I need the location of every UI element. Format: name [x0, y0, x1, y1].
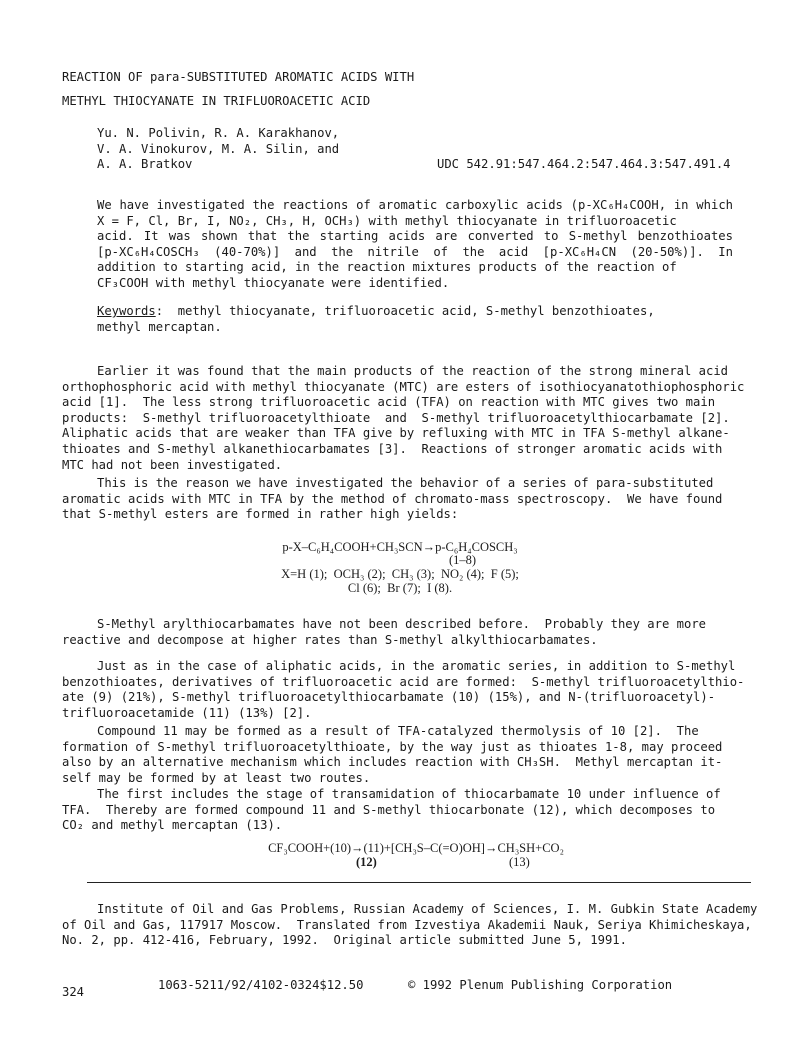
abstract-line: CF₃COOH with methyl thiocyanate were identified. [97, 275, 450, 290]
abstract-line: [p-XC₆H₄COSCH₃ (40-70%)] and the nitrile of the acid [p-XC₆H₄CN (20-50%)]. In [97, 244, 733, 259]
body-line: acid [1]. The less strong trifluoroacetic acid (TFA) on reaction with MTC gives two main [62, 395, 716, 410]
udc-code: UDC 542.91:547.464.2:547.464.3:547.491.4 [437, 157, 731, 171]
compound-number-12: (12) [356, 855, 377, 869]
authors-line-3: A. A. Bratkov [97, 157, 193, 172]
body-line: also by an alternative mechanism which includes reaction with CH₃SH. Methyl mercaptan it- [62, 755, 723, 770]
footnote [62, 902, 762, 949]
page-number: 324 [62, 985, 85, 999]
body-line: thioates and S-methyl alkanethiocarbamates [3]. Reactions of stronger aromatic acids with [62, 441, 723, 456]
body-paragraph [62, 476, 752, 523]
body-line: products: S-methyl trifluoroacetylthioate and S-methyl trifluoroacetylthiocarbamate [2]. [62, 410, 730, 425]
keywords [97, 304, 733, 335]
footnote-divider [87, 882, 751, 883]
body-line: Compound 11 may be formed as a result of TFA-catalyzed thermolysis of 10 [2]. The [97, 724, 699, 738]
body-line: CO₂ and methyl mercaptan (13). [62, 818, 283, 833]
body-line: that S-methyl esters are formed in rather high yields: [62, 507, 459, 522]
footnote-line: of Oil and Gas, 117917 Moscow. Translated from Izvestiya Akademii Nauk, Seriya Khimicheskaya, [62, 917, 752, 932]
body-paragraph [62, 617, 752, 648]
body-line: reactive and decompose at higher rates than S-methyl alkylthiocarbamates. [62, 632, 598, 647]
authors-line-1: Yu. N. Polivin, R. A. Karakhanov, [97, 126, 340, 140]
abstract-line: We have investigated the reactions of aromatic carboxylic acids (p-XC₆H₄COOH, in which [97, 198, 733, 212]
body-line: S-Methyl arylthiocarbamates have not been described before. Probably they are more [97, 617, 707, 631]
abstract-line: addition to starting acid, in the reaction mixtures products of the reaction of [97, 260, 677, 275]
body-line: ate (9) (21%), S-methyl trifluoroacetylthiocarbamate (10) (15%), and N-(trifluoroacetyl)- [62, 690, 716, 705]
reaction-scheme-2 [236, 841, 596, 869]
footnote-line: Institute of Oil and Gas Problems, Russian Academy of Sciences, I. M. Gubkin State Academy [97, 902, 758, 916]
abstract-line: acid. It was shown that the starting acids are converted to S-methyl benzothioates [97, 229, 733, 244]
body-line: self may be formed by at least two routes. [62, 770, 371, 785]
body-line: orthophosphoric acid with methyl thiocyanate (MTC) are esters of isothiocyanatothiophosphoric [62, 379, 745, 394]
body-line: This is the reason we have investigated the behavior of a series of para-substituted [97, 476, 714, 490]
article-title [62, 70, 414, 109]
copyright-notice: © 1992 Plenum Publishing Corporation [408, 978, 673, 992]
body-paragraph [62, 787, 752, 834]
body-line: formation of S-methyl trifluoroacetylthioate, by the way just as thioates 1-8, may proceed [62, 739, 723, 754]
body-paragraph [62, 724, 752, 786]
body-line: benzothioates, derivatives of trifluoroacetic acid are formed: S-methyl trifluoroacetylthio- [62, 674, 745, 689]
body-paragraph [62, 364, 752, 473]
keywords-text: methyl mercaptan. [97, 319, 222, 334]
article-code: 1063-5211/92/4102-0324$12.50 [158, 978, 364, 992]
abstract-line: X = F, Cl, Br, I, NO₂, CH₃, H, OCH₃) with methyl thiocyanate in trifluoroacetic [97, 213, 677, 228]
authors-line-2: V. A. Vinokurov, M. A. Silin, and [97, 141, 340, 156]
footnote-line: No. 2, pp. 412-416, February, 1992. Original article submitted June 5, 1991. [62, 933, 627, 948]
reaction-equation: p-X–C₆H₄COOH+CH₃SCN→p-C₆H₄COSCH₃ [282, 540, 518, 554]
body-line: aromatic acids with MTC in TFA by the method of chromato-mass spectroscopy. We have found [62, 491, 723, 506]
body-line: The first includes the stage of transamidation of thiocarbamate 10 under influence of [97, 787, 721, 801]
body-line: trifluoroacetamide (11) (13%) [2]. [62, 705, 312, 720]
reaction-scheme-1 [240, 540, 560, 595]
body-line: MTC had not been investigated. [62, 457, 283, 472]
reaction-equation: CF₃COOH+(10)→(11)+[CH₃S–C(=O)OH]→CH₃SH+CO₂ [268, 841, 564, 855]
body-line: Aliphatic acids that are weaker than TFA give by refluxing with MTC in TFA S-methyl alkane- [62, 426, 730, 441]
keywords-text: : methyl thiocyanate, trifluoroacetic acid, S-methyl benzothioates, [155, 304, 655, 318]
substituent-list: X=H (1); OCH₃ (2); CH₃ (3); NO₂ (4); F (5); [281, 567, 519, 581]
body-line: TFA. Thereby are formed compound 11 and S-methyl thiocarbonate (12), which decomposes to [62, 802, 716, 817]
abstract [97, 198, 733, 292]
substituent-list: Cl (6); Br (7); I (8). [347, 581, 453, 595]
compound-number-13: (13) [509, 855, 530, 869]
body-line: Earlier it was found that the main products of the reaction of the strong mineral acid [97, 364, 729, 378]
body-paragraph [62, 659, 752, 721]
keywords-label: Keywords [97, 304, 156, 318]
body-line: Just as in the case of aliphatic acids, in the aromatic series, in addition to S-methyl [97, 659, 736, 673]
compound-numbers: (1–8) [448, 553, 477, 567]
title-line-2: METHYL THIOCYANATE IN TRIFLUOROACETIC ACID [62, 93, 371, 108]
title-line-1: REACTION OF para-SUBSTITUTED AROMATIC ACIDS WITH [62, 70, 415, 84]
